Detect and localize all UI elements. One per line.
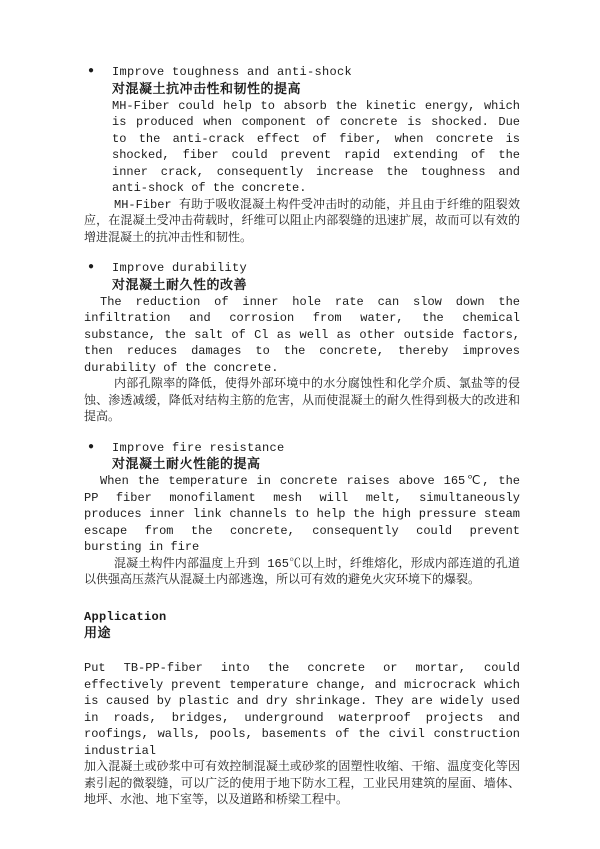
section-title-cn: 对混凝土耐久性的改善: [112, 277, 248, 293]
section-fire-resistance: [84, 440, 520, 589]
paragraph-en: Put TB-PP-fiber into the concrete or mortar, could effectively prevent temperature change, and microcrack which is caused by plastic and dry shrinkage. They are widely used in roads, bridges, underground waterproof projects and roofings, walls, pools, basements of the civil construction industrial: [84, 661, 520, 758]
document-content: [84, 64, 520, 809]
section-title-en: Improve toughness and anti-shock: [112, 65, 353, 79]
section-durability: [84, 260, 520, 426]
bullet-icon: ●: [88, 66, 95, 77]
section-toughness: [84, 64, 520, 246]
paragraph-en: The reduction of inner hole rate can slow down the infiltration and corrosion from water, the chemical substance, the salt of Cl as well as other outside factors, then reduces damages to the concrete, thereby improves durability of the concrete.: [84, 294, 520, 375]
application-paragraphs: [84, 660, 520, 809]
section-title-en: Improve durability: [112, 261, 248, 275]
bullet-item-durability: [84, 260, 520, 277]
paragraph-en: When the temperature in concrete raises above 165℃, the PP fiber monofilament mesh will melt, simultaneously produces inner link channels to help the high pressure steam escape from the concrete, consequently could prevent bursting in fire: [84, 474, 520, 554]
section-title-cn: 对混凝土耐火性能的提高: [112, 457, 261, 472]
paragraph-cn: 混凝土构件内部温度上升到 165℃以上时，纤维熔化，形成内部连道的孔道以供强高压蒸汽从混凝土内部逃逸，所以可有效的避免火灾环境下的爆裂。: [84, 556, 520, 587]
paragraph-cn: MH-Fiber 有助于吸收混凝土构件受冲击时的动能，并且由于纤维的阻裂效应，在混凝土受冲击荷载时，纤维可以阻止内部裂缝的迅速扩展，故而可以有效的增进混凝土的抗冲击性和韧性。: [84, 197, 520, 245]
paragraph-cn: 加入混凝土或砂浆中可有效控制混凝土或砂浆的固塑性收缩、干缩、温度变化等因素引起的微裂缝，可以广泛的使用于地下防水工程，工业民用建筑的屋面、墙体、地坪、水池、地下室等，以及道路和桥梁工程中。: [84, 760, 520, 807]
paragraph-cn: 内部孔隙率的降低，使得外部环境中的水分腐蚀性和化学介质、氯盐等的侵蚀、渗透减缓，降低对结构主筋的危害，从而使混凝土的耐久性得到极大的改进和提高。: [84, 377, 520, 424]
bullet-icon: ●: [88, 441, 95, 453]
application-heading-en: Application: [84, 609, 167, 624]
bullet-item-fire-resistance: [84, 440, 520, 457]
section-application: [84, 609, 520, 809]
paragraph-en: MH-Fiber could help to absorb the kinetic energy, which is produced when component of concrete is shocked. Due to the anti-crack effect of fiber, when concrete is shocked, fiber could prevent rapid extending of the inner crack, consequently increase the toughness and anti-shock of the concrete.: [112, 98, 520, 195]
bullet-icon: ●: [88, 262, 95, 273]
section-title-en: Improve fire resistance: [112, 440, 285, 455]
bullet-item-toughness: [84, 64, 520, 81]
application-heading-cn: 用途: [84, 626, 112, 641]
section-title-cn: 对混凝土抗冲击性和韧性的提高: [112, 81, 302, 97]
